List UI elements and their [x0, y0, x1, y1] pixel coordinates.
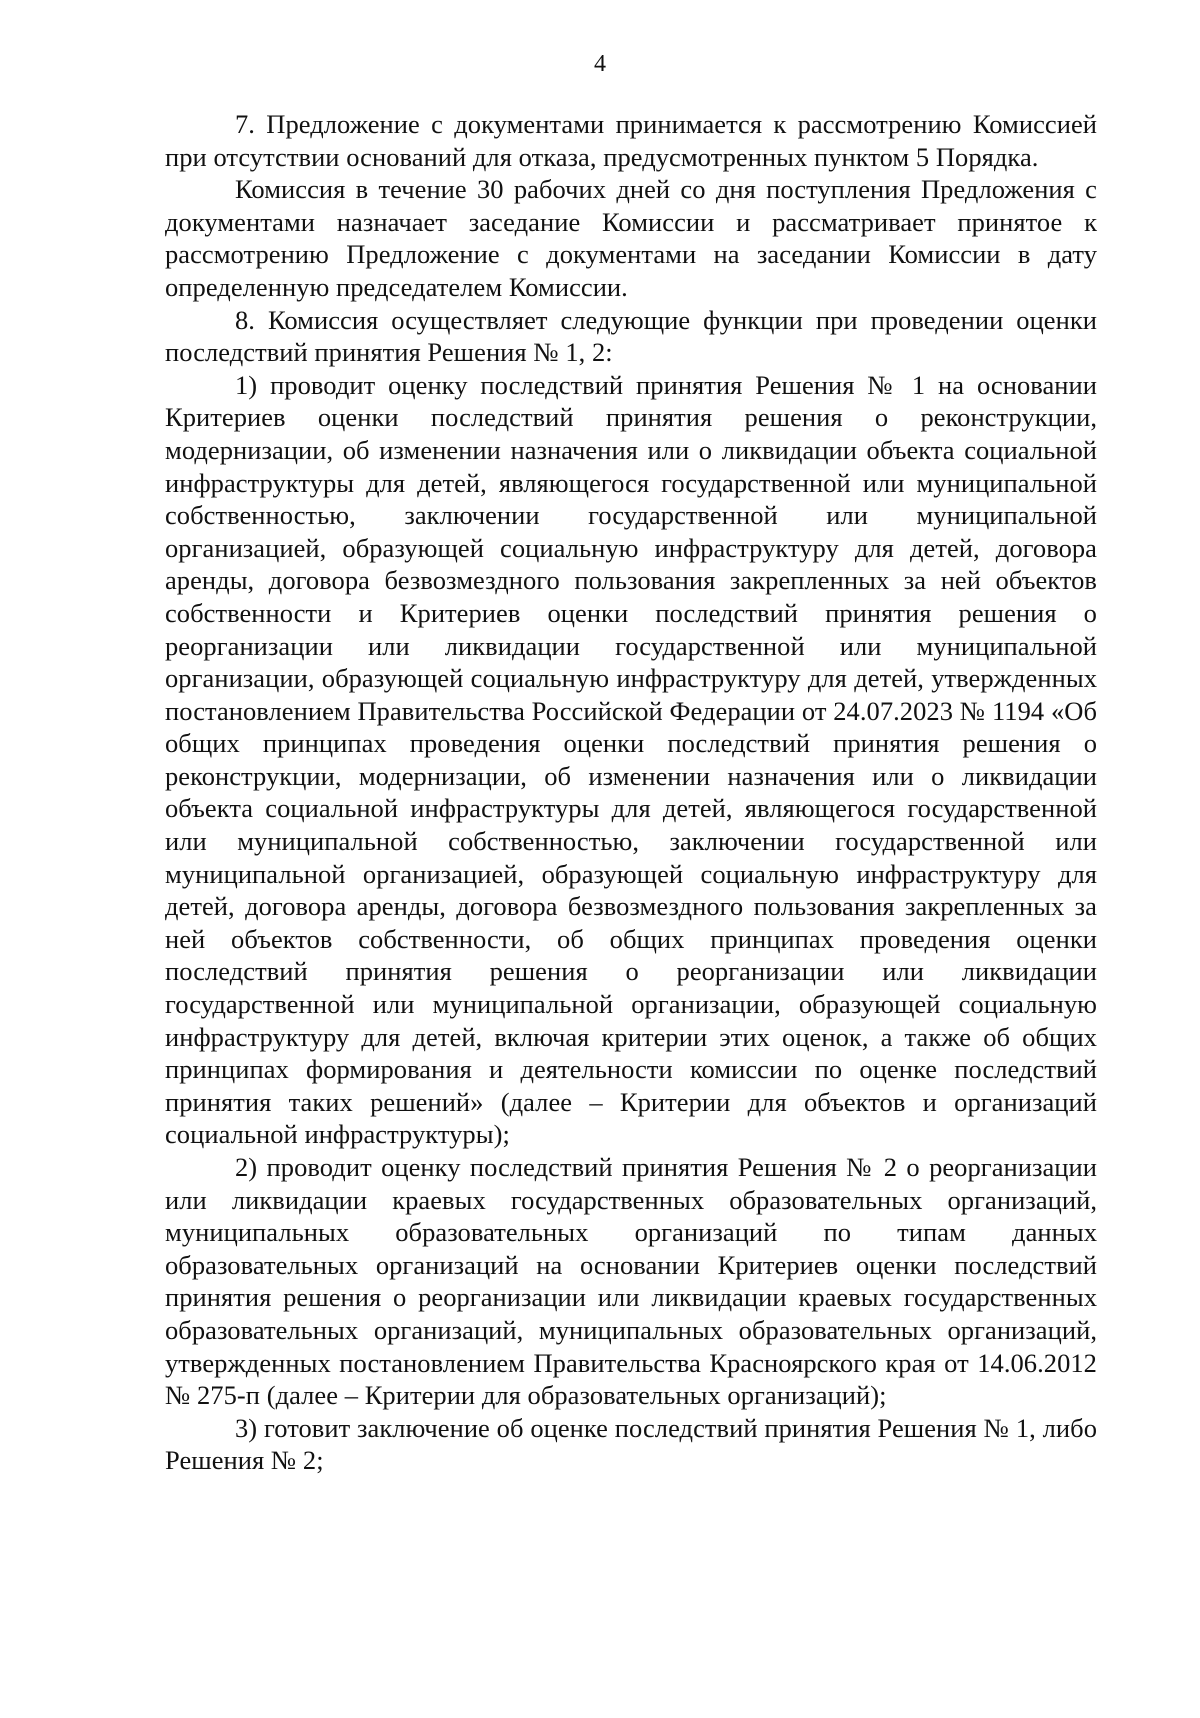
document-body — [165, 108, 1097, 1477]
paragraph-item-7: 7. Предложение с документами принимается к рассмотрению Комиссией при отсутствии оснований для отказа, предусмотренных пунктом 5 Порядка. — [165, 109, 1097, 172]
paragraph-subitem-3: 3) готовит заключение об оценке последствий принятия Решения № 1, либо Решения № 2; — [165, 1412, 1097, 1476]
paragraph-commission-meeting: Комиссия в течение 30 рабочих дней со дня поступления Предложения с документами назначает заседание Комиссии и рассматривает принятое к рассмотрению Предложение с документами на заседании Комиссии в дату определенную председателем Комиссии. — [165, 174, 1097, 302]
paragraph-item-8: 8. Комиссия осуществляет следующие функции при проведении оценки последствий принятия Решения № 1, 2: — [165, 304, 1097, 368]
paragraph-subitem-1: 1) проводит оценку последствий принятия Решения № 1 на основании Критериев оценки последствий принятия решения о реконструкции, модернизации, об изменении назначения или о ликвидации объекта социальной инфраструктуры для детей, являющегося государственной или муниципальной собственностью, заключении государственной или муниципальной организацией, образующей социальную инфраструктуру для детей, договора аренды, договора безвозмездного пользования закрепленных за ней объектов собственности и Критериев оценки последствий принятия решения о реорганизации или ликвидации государственной или муниципальной организации, образующей социальную инфраструктуру для детей, утвержденных постановлением Правительства Российской Федерации от 24.07.2023 № 1194 «Об общих принципах проведения оценки последствий принятия решения о реконструкции, модернизации, об изменении назначения или о ликвидации объекта социальной инфраструктуры для детей, являющегося государственной или муниципальной собственностью, заключении государственной или муниципальной организацией, образующей социальную инфраструктуру для детей, договора аренды, договора безвозмездного пользования закрепленных за ней объектов собственности, об общих принципах проведения оценки последствий принятия решения о реорганизации или ликвидации государственной или муниципальной организации, образующей социальную инфраструктуру для детей, включая критерии этих оценок, а также об общих принципах формирования и деятельности комиссии по оценке последствий принятия таких решений» (далее – Критерии для объектов и организаций социальной инфраструктуры); — [165, 369, 1097, 1150]
page-number: 4 — [594, 51, 606, 77]
paragraph-subitem-2: 2) проводит оценку последствий принятия Решения № 2 о реорганизации или ликвидации краевых государственных образовательных организаций, муниципальных образовательных организаций по типам данных образовательных организаций на основании Критериев оценки последствий принятия решения о реорганизации или ликвидации краевых государственных образовательных организаций, муниципальных образовательных организаций, утвержденных постановлением Правительства Красноярского края от 14.06.2012 № 275-п (далее – Критерии для образовательных организаций); — [165, 1152, 1097, 1411]
